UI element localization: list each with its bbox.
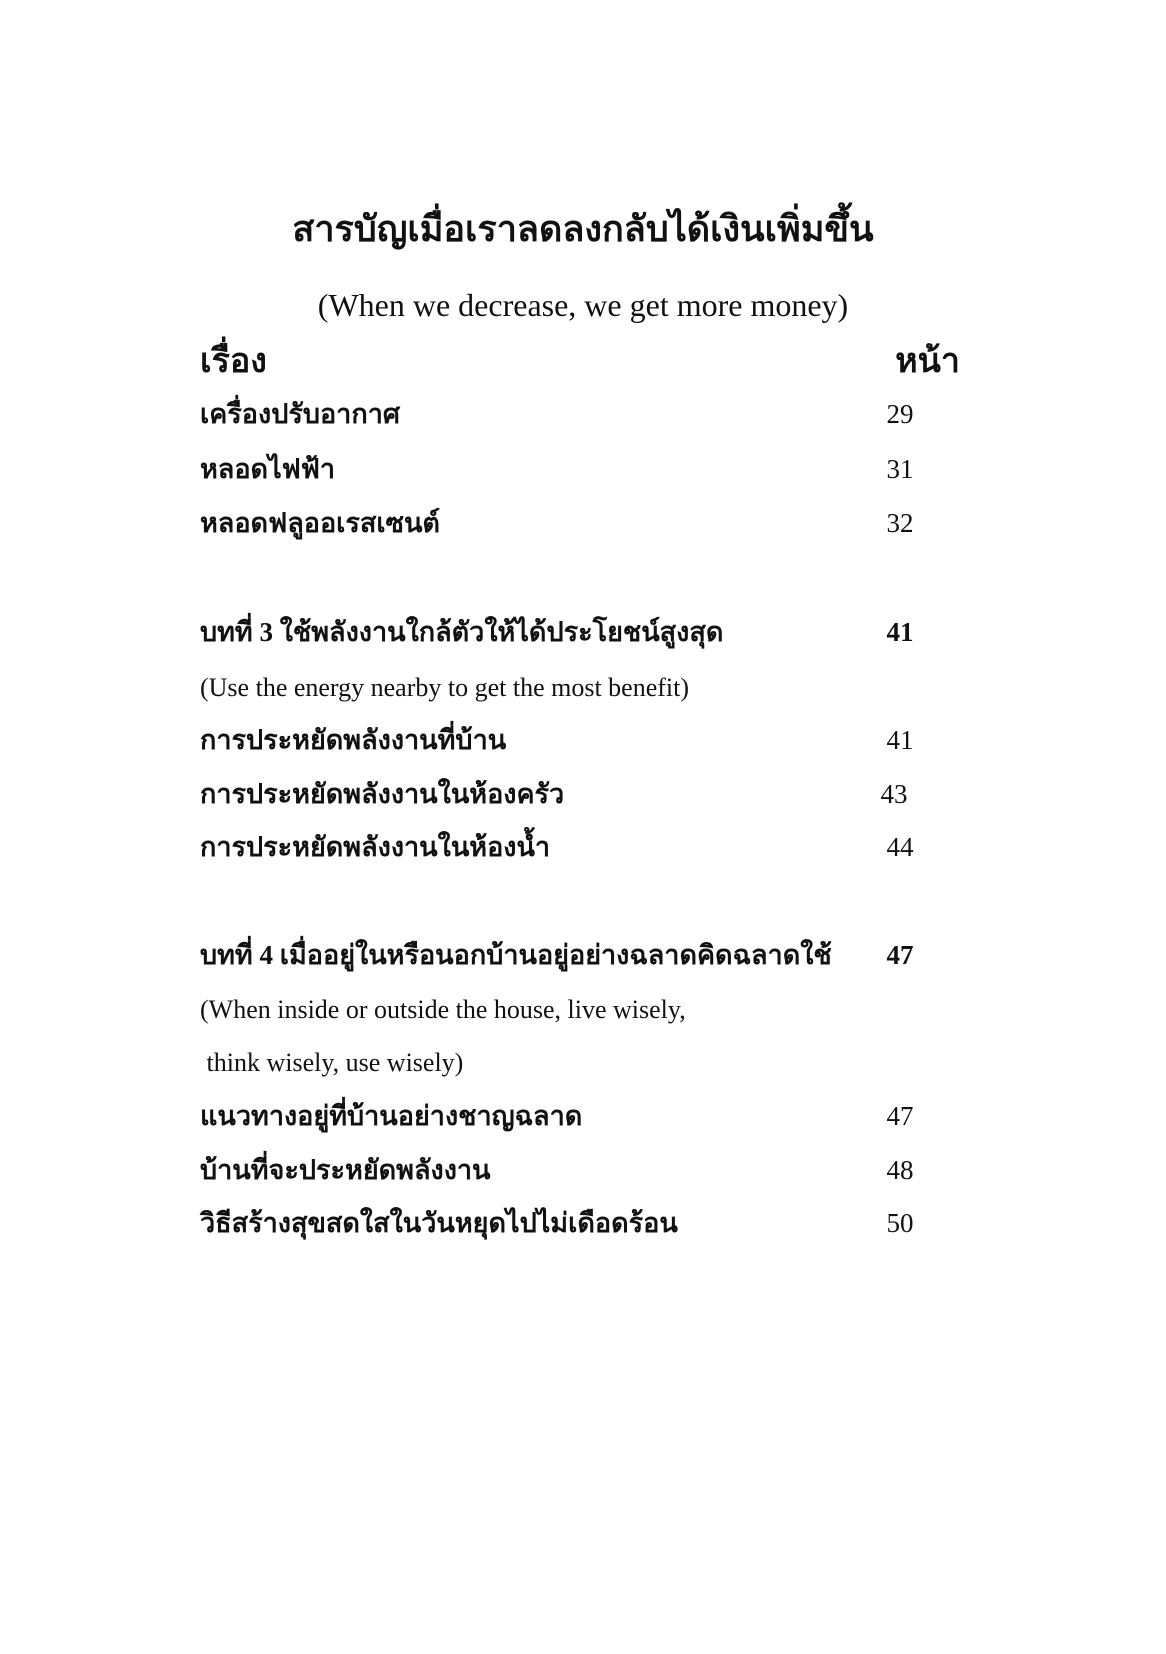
- chapter-4-heading: [200, 933, 940, 977]
- topic-column-label: เรื่อง: [200, 343, 267, 380]
- toc-entry-label: วิธีสร้างสุขสดใสในวันหยุดไปไม่เดือดร้อน: [200, 1208, 678, 1238]
- toc-entry: [200, 1148, 940, 1192]
- chapter-3-english: [200, 666, 940, 710]
- toc-entry-page: 31: [886, 454, 914, 484]
- toc-entry-label: บ้านที่จะประหยัดพลังงาน: [200, 1155, 491, 1185]
- toc-entry-page: 47: [886, 1101, 914, 1131]
- chapter-4-english-text-2: think wisely, use wisely): [200, 1048, 464, 1077]
- toc-entry: [200, 447, 940, 491]
- chapter-3-title: บทที่ 3 ใช้พลังงานใกล้ตัวให้ได้ประโยชน์สูงสุด: [200, 617, 724, 647]
- chapter-4-page: 47: [886, 940, 914, 970]
- toc-entry-page: 41: [886, 725, 914, 755]
- page-subtitle: (When we decrease, we get more money): [317, 287, 849, 323]
- toc-entry: [200, 772, 940, 816]
- toc-entry-label: แนวทางอยู่ที่บ้านอย่างชาญฉลาด: [200, 1101, 583, 1131]
- toc-entry: [200, 501, 940, 545]
- toc-entry: [200, 392, 940, 436]
- toc-entry-label: การประหยัดพลังงานที่บ้าน: [200, 725, 507, 755]
- chapter-4-title: บทที่ 4 เมื่ออยู่ในหรือนอกบ้านอยู่อย่างฉลาดคิดฉลาดใช้: [200, 940, 832, 970]
- toc-entry-page: 32: [886, 508, 914, 538]
- toc-entry-label: หลอดไฟฟ้า: [200, 454, 336, 484]
- chapter-3-heading: [200, 610, 940, 654]
- toc-entry: [200, 718, 940, 762]
- toc-entry-page: 50: [886, 1208, 914, 1238]
- toc-entry-page: 44: [886, 832, 914, 862]
- chapter-3-english-text: (Use the energy nearby to get the most benefit): [200, 673, 690, 702]
- page-column-label: หน้า: [895, 343, 960, 380]
- chapter-3-page: 41: [886, 617, 914, 647]
- toc-entry-label: การประหยัดพลังงานในห้องครัว: [200, 779, 565, 809]
- toc-entry-label: การประหยัดพลังงานในห้องน้ำ: [200, 832, 551, 862]
- page-title: สารบัญเมื่อเราลดลงกลับได้เงินเพิ่มขึ้น: [292, 209, 874, 249]
- chapter-4-english-text-1: (When inside or outside the house, live wisely,: [200, 995, 686, 1024]
- toc-entry-page: 43: [880, 779, 908, 809]
- toc-entry: [200, 1094, 940, 1138]
- chapter-4-english-line-2: [200, 1041, 940, 1085]
- toc-entry: [200, 825, 940, 869]
- toc-entry: [200, 1201, 940, 1245]
- toc-header: [200, 340, 960, 384]
- chapter-4-english-line-1: [200, 988, 940, 1032]
- toc-entry-page: 29: [886, 399, 914, 429]
- toc-entry-label: เครื่องปรับอากาศ: [200, 399, 400, 429]
- toc-entry-label: หลอดฟลูออเรสเซนต์: [200, 508, 440, 538]
- toc-entry-page: 48: [886, 1155, 914, 1185]
